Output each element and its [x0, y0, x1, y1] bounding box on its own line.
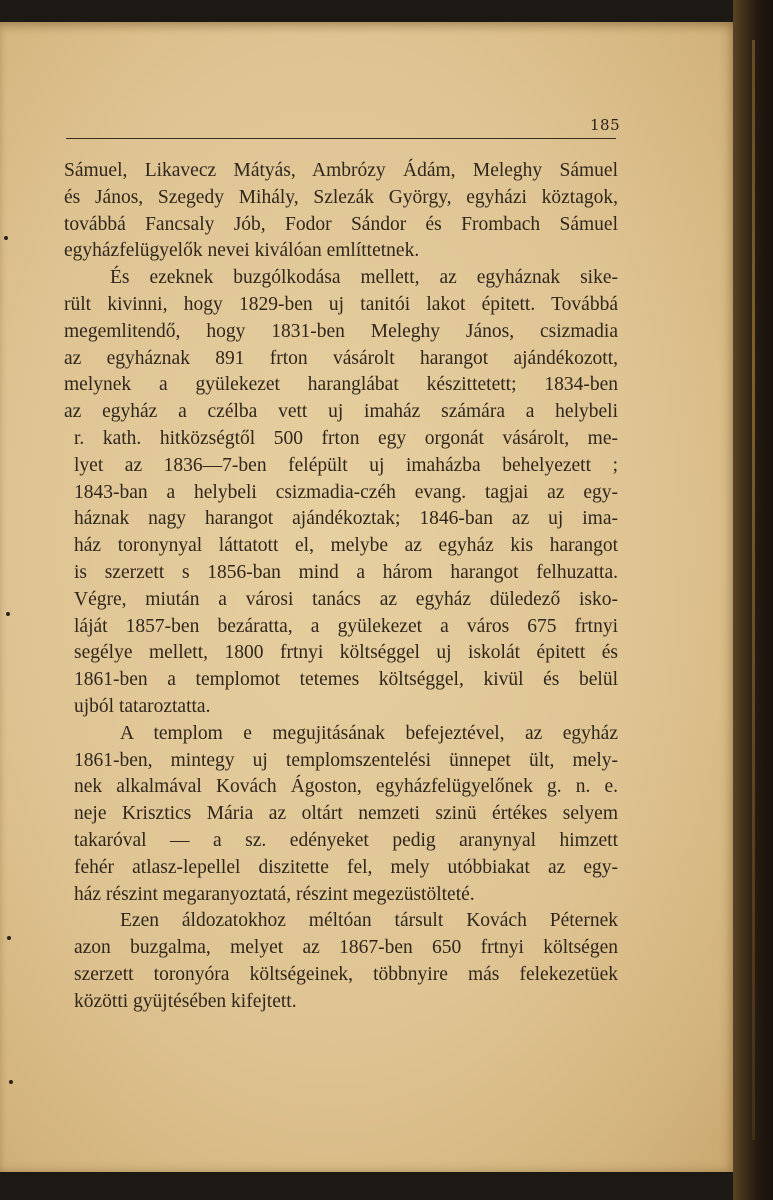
text-line: is szerzett s 1856-ban mind a három harangot felhuzatta. [74, 561, 618, 583]
text-line: segélye mellett, 1800 frtnyi költséggel uj iskolát épitett és [74, 642, 618, 664]
text-line: háznak nagy harangot ajándékoztak; 1846-ban az uj ima- [74, 508, 618, 530]
text-line: nek alkalmával Kovách Ágoston, egyházfelügyelőnek g. n. e. [74, 776, 618, 798]
text-line: 1843-ban a helybeli csizmadia-czéh evang. tagjai az egy- [74, 481, 618, 503]
text-line: közötti gyüjtésében kifejtett. [74, 990, 297, 1012]
text-line: 1861-ben, mintegy uj templomszentelési ünnepet ült, mely- [74, 749, 618, 771]
text-line: r. kath. hitközségtől 500 frton egy orgonát vásárolt, me- [74, 427, 618, 449]
text-line: egyházfelügyelők nevei kiválóan említtetnek. [64, 240, 420, 262]
text-line: melynek a gyülekezet haranglábat készittetett; 1834-ben [64, 374, 618, 396]
text-line: és János, Szegedy Mihály, Szlezák György, egyházi köztagok, [64, 186, 618, 208]
page-number: 185 [590, 116, 621, 134]
text-line: az egyháznak 891 frton vásárolt harangot ajándékozott, [64, 347, 618, 369]
paragraph-start-line: És ezeknek buzgólkodása mellett, az egyháznak sike- [110, 267, 618, 289]
book-binding [733, 0, 773, 1200]
text-line: takaróval — a sz. edényeket pedig aranynyal himzett [74, 829, 618, 851]
text-line: neje Krisztics Mária az oltárt nemzeti szinü értékes selyem [74, 803, 618, 825]
text-line: az egyház a czélba vett uj imaház számára a helybeli [64, 401, 618, 423]
body-text [64, 158, 618, 1016]
binding-strip [752, 40, 755, 1140]
text-line: Végre, miután a városi tanács az egyház düledező isko- [74, 588, 618, 610]
paragraph-start-line: A templom e megujitásának befejeztével, az egyház [120, 722, 618, 744]
header-rule [66, 138, 616, 139]
margin-speck [9, 1080, 13, 1084]
text-line: ház toronynyal láttatott el, melybe az egyház kis harangot [74, 535, 618, 557]
text-line: megemlitendő, hogy 1831-ben Meleghy János, csizmadia [64, 320, 618, 342]
margin-speck [4, 236, 8, 240]
text-line: rült kivinni, hogy 1829-ben uj tanitói lakot épitett. Továbbá [64, 293, 618, 315]
text-line: 1861-ben a templomot tetemes költséggel, kivül és belül [74, 669, 618, 691]
margin-speck [7, 936, 11, 940]
text-line: ujból tataroztatta. [74, 695, 211, 717]
text-line: fehér atlasz-lepellel diszitette fel, mely utóbbiakat az egy- [74, 856, 618, 878]
text-line: szerzett toronyóra költségeinek, többnyire más felekezetüek [74, 963, 618, 985]
text-line: ház részint megaranyoztatá, részint megezüstölteté. [74, 883, 475, 905]
text-line: láját 1857-ben bezáratta, a gyülekezet a város 675 frtnyi [74, 615, 618, 637]
margin-speck [6, 612, 10, 616]
text-line: lyet az 1836—7-ben felépült uj imaházba behelyezett ; [74, 454, 618, 476]
text-line: Sámuel, Likavecz Mátyás, Ambrózy Ádám, Meleghy Sámuel [64, 160, 618, 181]
text-line: azon buzgalma, melyet az 1867-ben 650 frtnyi költségen [74, 937, 618, 959]
text-line: továbbá Fancsaly Jób, Fodor Sándor és Frombach Sámuel [64, 213, 618, 235]
paragraph-start-line: Ezen áldozatokhoz méltóan társult Kovách Péternek [120, 910, 618, 932]
